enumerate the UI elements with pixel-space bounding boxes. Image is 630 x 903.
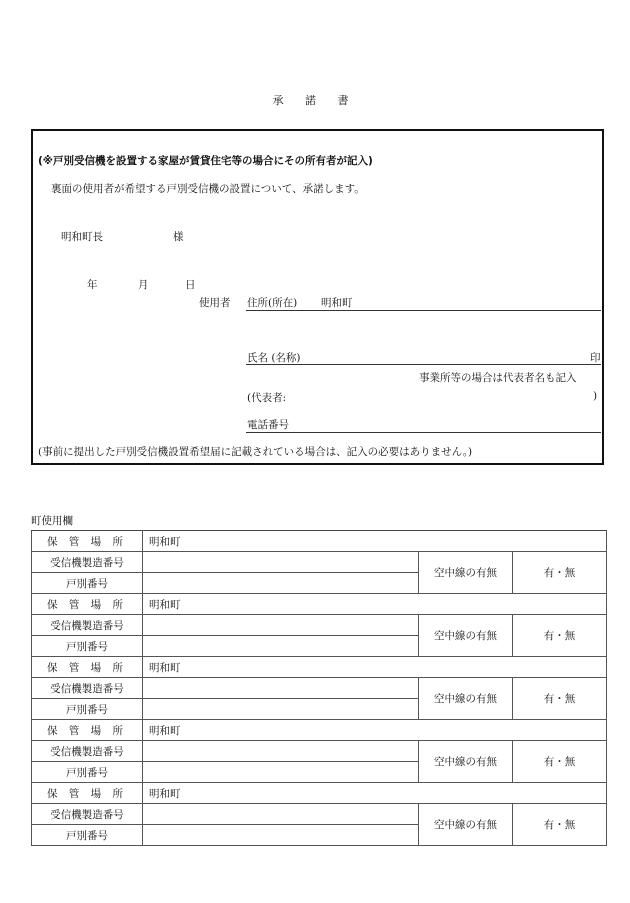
location-value[interactable]: 明和町: [143, 594, 607, 615]
location-value[interactable]: 明和町: [143, 720, 607, 741]
address-label: 住所(所在): [247, 297, 298, 309]
household-number-field[interactable]: [143, 825, 419, 846]
antenna-label: 空中線の有無: [419, 552, 513, 594]
location-label: 保 管 場 所: [32, 594, 143, 615]
antenna-label: 空中線の有無: [419, 804, 513, 846]
representative-note: 事業所等の場合は代表者名も記入: [419, 372, 577, 384]
document-title: 承 諾 書: [272, 94, 358, 107]
consent-heading: (※戸別受信機を設置する家屋が賃貸住宅等の場合にその所有者が記入): [38, 155, 373, 167]
representative-label: (代表者:: [247, 392, 287, 404]
name-label: 氏名 (名称): [247, 352, 301, 364]
registry-serial-row: [32, 615, 607, 636]
household-number-field[interactable]: [143, 573, 419, 594]
antenna-label: 空中線の有無: [419, 741, 513, 783]
serial-number-field[interactable]: [143, 552, 419, 573]
antenna-options[interactable]: 有・無: [513, 552, 607, 594]
mayor-label: 明和町長: [61, 231, 103, 243]
footer-note: (事前に提出した戸別受信機設置希望届に記載されている場合は、記入の必要はありません。): [38, 446, 473, 458]
day-label: 日: [185, 279, 196, 291]
registry-location-row: [32, 531, 607, 552]
consent-box: [31, 129, 604, 465]
seal-label: 印: [590, 352, 601, 364]
antenna-label: 空中線の有無: [419, 678, 513, 720]
name-line: [246, 364, 601, 365]
address-line: [246, 310, 601, 311]
phone-label: 電話番号: [247, 419, 289, 431]
location-value[interactable]: 明和町: [143, 531, 607, 552]
household-number-field[interactable]: [143, 699, 419, 720]
year-label: 年: [87, 279, 98, 291]
household-number-label: 戸別番号: [32, 825, 143, 846]
location-value[interactable]: 明和町: [143, 657, 607, 678]
sama-label: 様: [173, 231, 184, 243]
registry-serial-row: [32, 741, 607, 762]
antenna-label: 空中線の有無: [419, 615, 513, 657]
household-number-label: 戸別番号: [32, 573, 143, 594]
household-number-label: 戸別番号: [32, 699, 143, 720]
serial-number-field[interactable]: [143, 678, 419, 699]
household-number-field[interactable]: [143, 636, 419, 657]
serial-number-label: 受信機製造番号: [32, 804, 143, 825]
registry-serial-row: [32, 678, 607, 699]
antenna-options[interactable]: 有・無: [513, 678, 607, 720]
registry-location-row: [32, 720, 607, 741]
household-number-label: 戸別番号: [32, 636, 143, 657]
month-label: 月: [138, 279, 149, 291]
antenna-options[interactable]: 有・無: [513, 804, 607, 846]
household-number-label: 戸別番号: [32, 762, 143, 783]
location-label: 保 管 場 所: [32, 783, 143, 804]
registry-table: [31, 530, 607, 846]
address-value[interactable]: 明和町: [321, 297, 353, 309]
representative-close: ): [593, 390, 598, 402]
town-use-label: 町使用欄: [31, 515, 73, 527]
serial-number-field[interactable]: [143, 741, 419, 762]
serial-number-label: 受信機製造番号: [32, 741, 143, 762]
serial-number-label: 受信機製造番号: [32, 552, 143, 573]
registry-location-row: [32, 783, 607, 804]
serial-number-label: 受信機製造番号: [32, 678, 143, 699]
serial-number-field[interactable]: [143, 804, 419, 825]
registry-serial-row: [32, 552, 607, 573]
serial-number-field[interactable]: [143, 615, 419, 636]
registry-location-row: [32, 594, 607, 615]
antenna-options[interactable]: 有・無: [513, 615, 607, 657]
location-label: 保 管 場 所: [32, 531, 143, 552]
registry-location-row: [32, 657, 607, 678]
antenna-options[interactable]: 有・無: [513, 741, 607, 783]
location-label: 保 管 場 所: [32, 657, 143, 678]
location-label: 保 管 場 所: [32, 720, 143, 741]
registry-serial-row: [32, 804, 607, 825]
serial-number-label: 受信機製造番号: [32, 615, 143, 636]
phone-line: [246, 432, 601, 433]
household-number-field[interactable]: [143, 762, 419, 783]
location-value[interactable]: 明和町: [143, 783, 607, 804]
user-label: 使用者: [199, 297, 231, 309]
consent-text: 裏面の使用者が希望する戸別受信機の設置について、承諾します。: [51, 183, 365, 195]
